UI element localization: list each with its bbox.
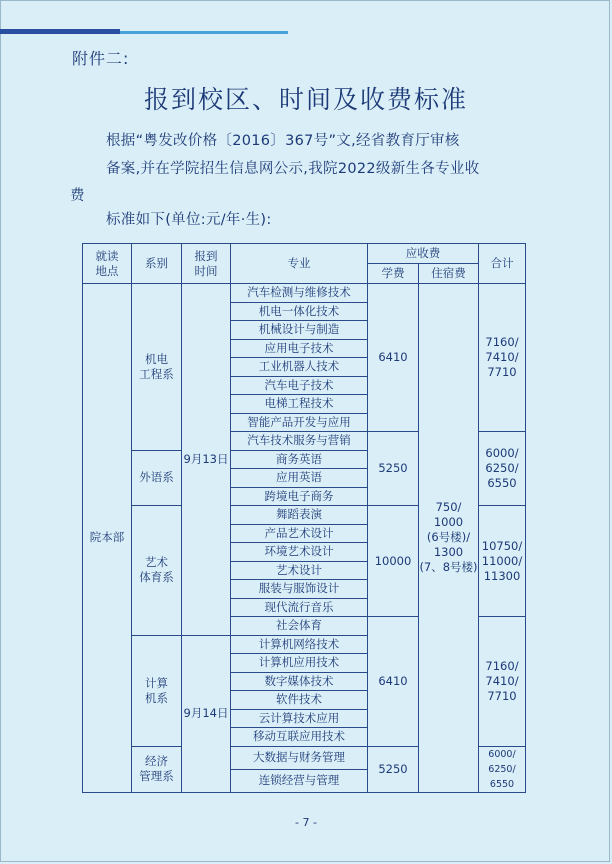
header-department: 系别: [132, 244, 182, 284]
total-cell: 7160/ 7410/ 7710: [479, 284, 526, 432]
major-cell: 环境艺术设计: [231, 543, 368, 562]
tuition-cell: 10000: [368, 506, 419, 617]
major-cell: 应用电子技术: [231, 339, 368, 358]
major-cell: 商务英语: [231, 450, 368, 469]
dept-lang: 外语系: [132, 450, 182, 506]
major-cell: 工业机器人技术: [231, 358, 368, 377]
tuition-cell: 6410: [368, 617, 419, 747]
dept-comp: 计算 机系: [132, 635, 182, 746]
page-number: - 7 -: [295, 816, 317, 829]
major-cell: 跨境电子商务: [231, 487, 368, 506]
header-bar-light: [120, 31, 288, 34]
major-cell: 汽车技术服务与营销: [231, 432, 368, 451]
intro-line-3: 费: [70, 188, 85, 204]
total-cell: 6000/ 6250/ 6550: [479, 746, 526, 792]
header-dorm: 住宿费: [419, 264, 479, 284]
header-date: 报到 时间: [182, 244, 231, 284]
date-cell-1: 9月13日: [182, 284, 231, 636]
major-cell: 舞蹈表演: [231, 506, 368, 525]
header-row-1: [83, 244, 526, 264]
major-cell: 汽车检测与维修技术: [231, 284, 368, 303]
major-cell: 服装与服饰设计: [231, 580, 368, 599]
major-cell: 移动互联应用技术: [231, 728, 368, 747]
major-cell: 云计算技术应用: [231, 709, 368, 728]
major-cell: 汽车电子技术: [231, 376, 368, 395]
fee-table: [82, 243, 526, 793]
tuition-cell: 5250: [368, 432, 419, 506]
header-total: 合计: [479, 244, 526, 284]
table-row: [83, 284, 526, 303]
major-cell: 计算机应用技术: [231, 654, 368, 673]
dorm-cell: 750/ 1000 (6号楼)/ 1300 (7、8号楼): [419, 284, 479, 793]
major-cell: 社会体育: [231, 617, 368, 636]
total-cell: 10750/ 11000/ 11300: [479, 506, 526, 617]
major-cell: 现代流行音乐: [231, 598, 368, 617]
dept-art: 艺术 体育系: [132, 506, 182, 636]
major-cell: 软件技术: [231, 691, 368, 710]
header-campus: 就读 地点: [83, 244, 132, 284]
major-cell: 艺术设计: [231, 561, 368, 580]
date-cell-2: 9月14日: [182, 635, 231, 792]
major-cell: 产品艺术设计: [231, 524, 368, 543]
dept-mech: 机电 工程系: [132, 284, 182, 451]
header-tuition: 学费: [368, 264, 419, 284]
header-major: 专业: [231, 244, 368, 284]
major-cell: 大数据与财务管理: [231, 746, 368, 769]
major-cell: 连锁经营与管理: [231, 769, 368, 792]
header-bar-dark: [0, 29, 120, 34]
header-fees-group: 应收费: [368, 244, 479, 264]
major-cell: 智能产品开发与应用: [231, 413, 368, 432]
major-cell: 应用英语: [231, 469, 368, 488]
major-cell: 电梯工程技术: [231, 395, 368, 414]
major-cell: 机械设计与制造: [231, 321, 368, 340]
tuition-cell: 5250: [368, 746, 419, 792]
intro-line-1: 根据“粤发改价格〔2016〕367号”文,经省教育厅审核: [106, 133, 460, 149]
total-cell: 6000/ 6250/ 6550: [479, 432, 526, 506]
major-cell: 数字媒体技术: [231, 672, 368, 691]
page-title: 报到校区、时间及收费标准: [143, 85, 468, 114]
total-cell: 7160/ 7410/ 7710: [479, 617, 526, 747]
intro-line-2: 备案,并在学院招生信息网公示,我院2022级新生各专业收: [106, 161, 480, 177]
major-cell: 计算机网络技术: [231, 635, 368, 654]
major-cell: 机电一体化技术: [231, 302, 368, 321]
attachment-label: 附件二:: [72, 49, 130, 68]
campus-cell: 院本部: [83, 284, 132, 793]
dept-econ: 经济 管理系: [132, 746, 182, 792]
tuition-cell: 6410: [368, 284, 419, 432]
intro-line-4: 标准如下(单位:元/年·生):: [106, 212, 272, 228]
